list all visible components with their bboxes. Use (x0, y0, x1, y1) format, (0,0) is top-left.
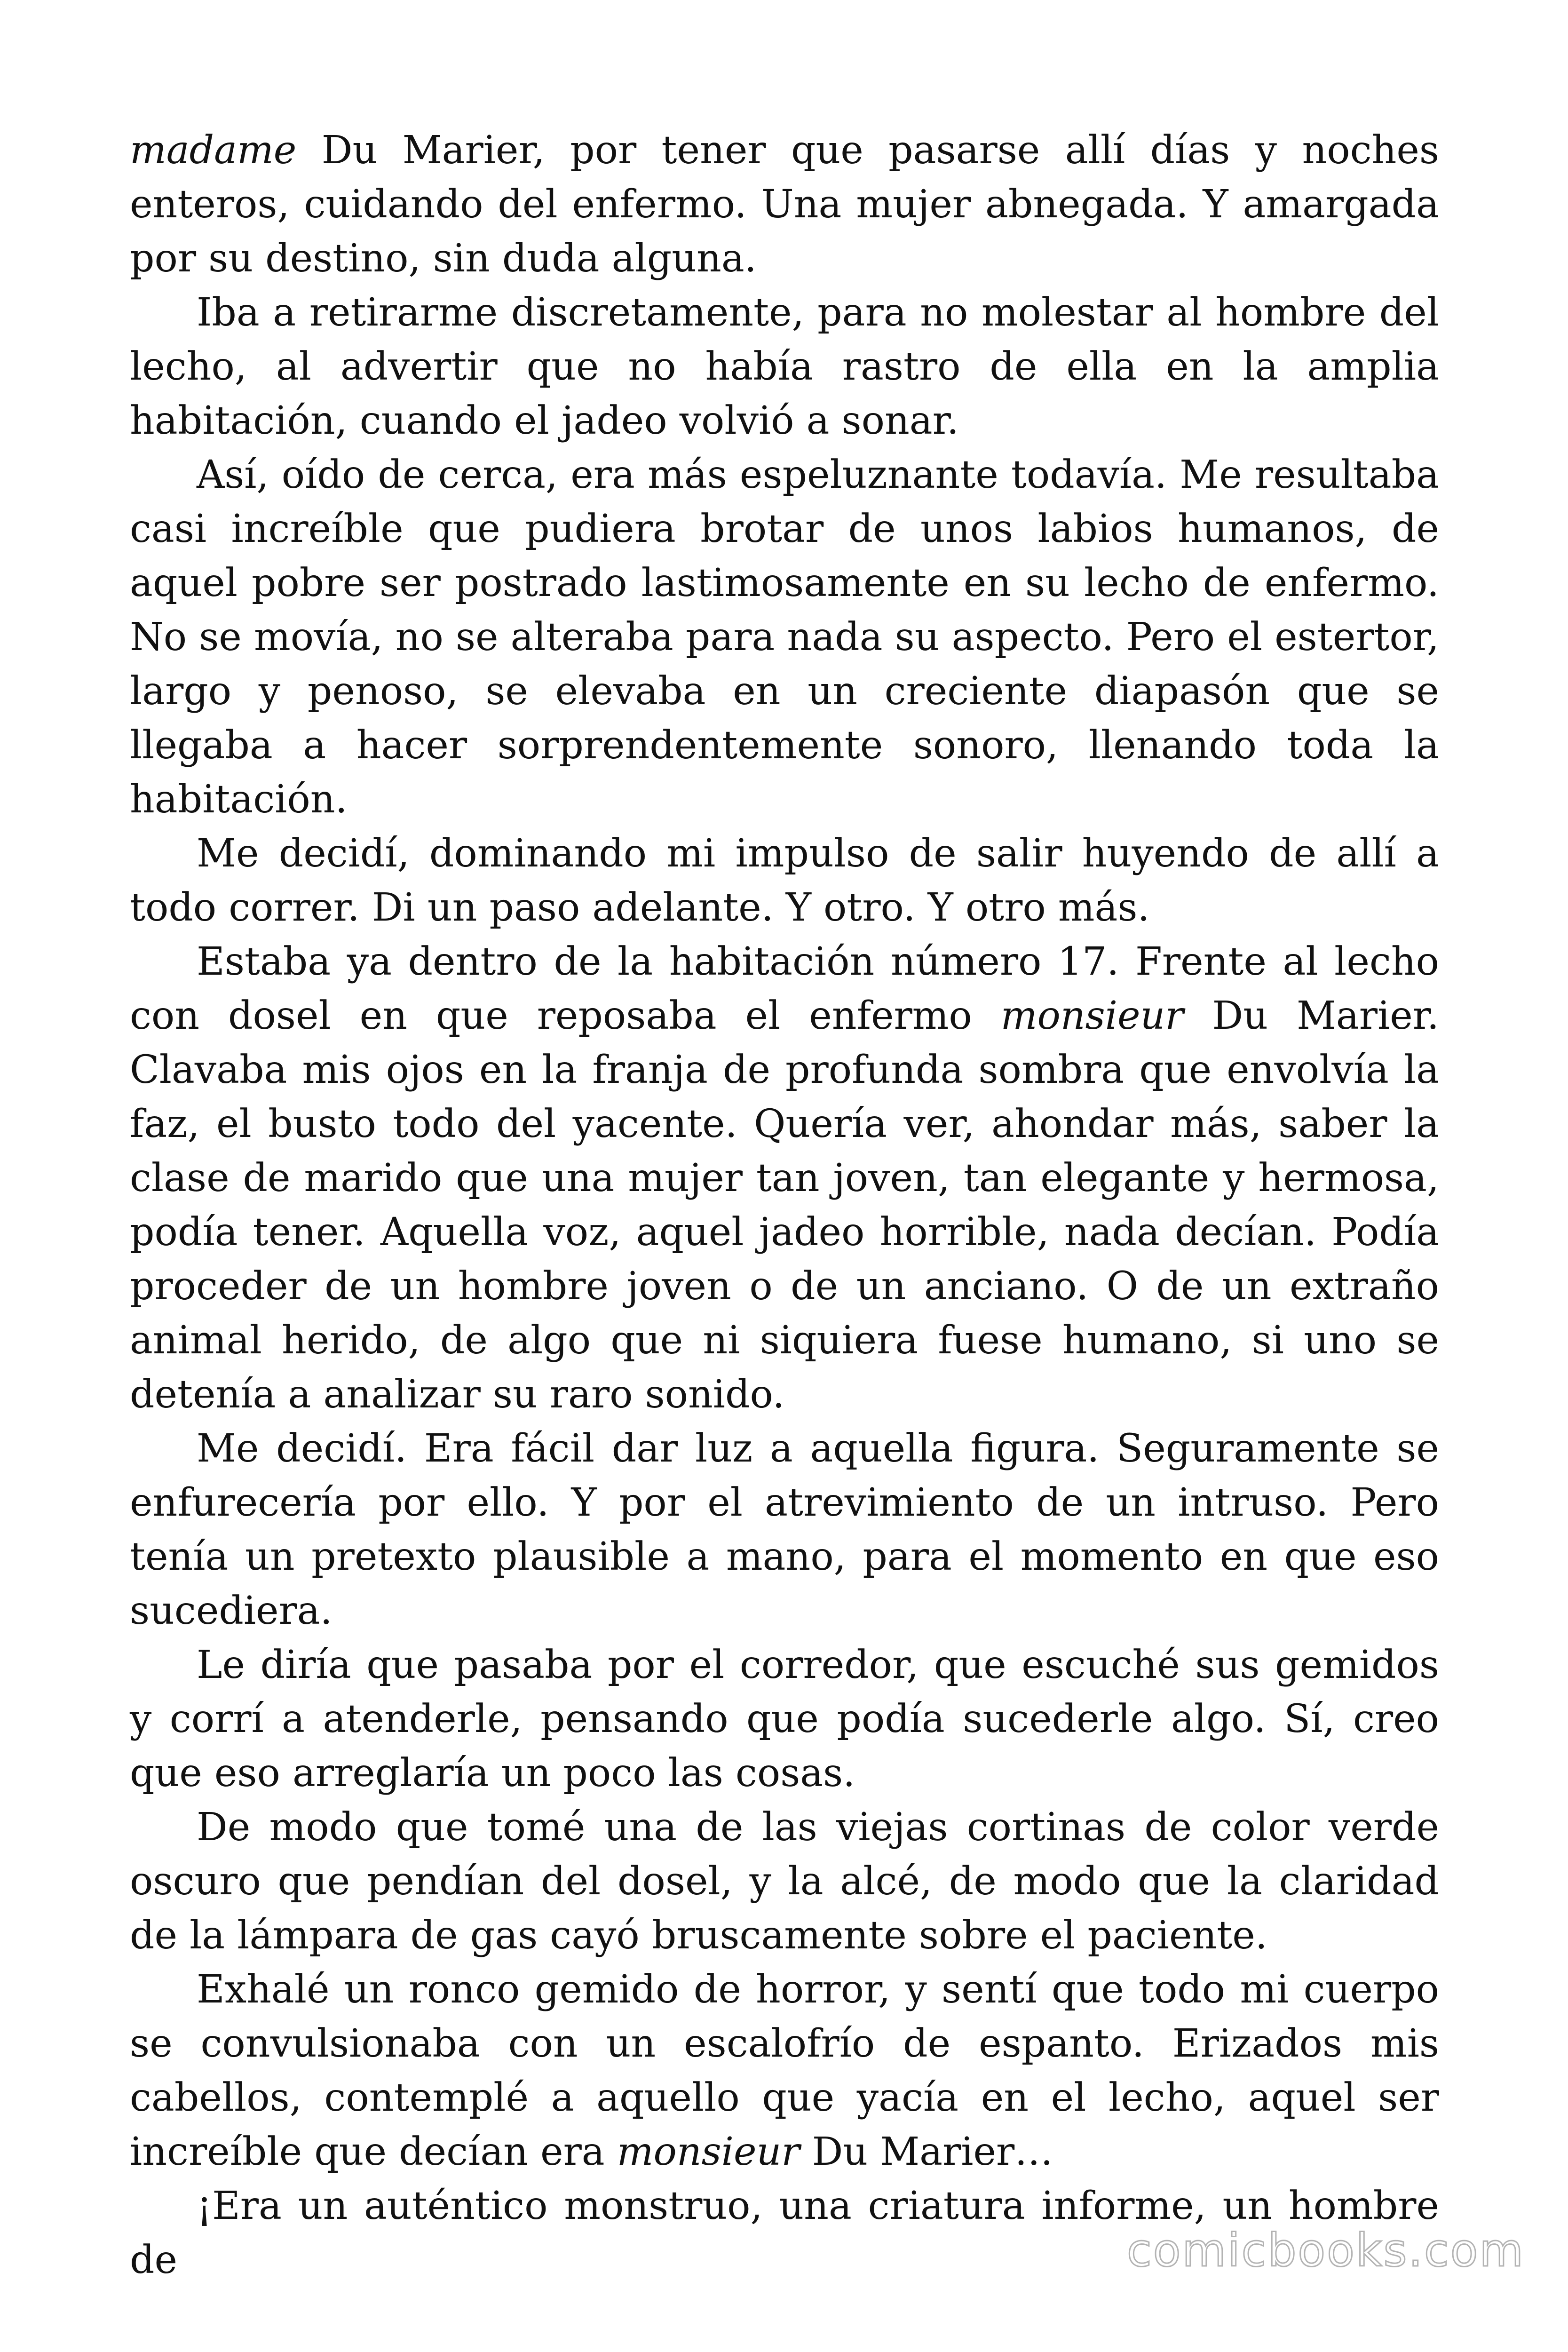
paragraph (130, 448, 1439, 826)
italic-text: madame (130, 128, 297, 173)
paragraph-text: Me decidí. Era fácil dar luz a aquella figura. Seguramente se enfurecería por ello. Y por el atrevimiento de un intruso. Pero tenía un pretexto plausible a mano, para el momento en que eso sucediera. (130, 1426, 1439, 1633)
paragraph (130, 826, 1439, 935)
paragraph-text: Le diría que pasaba por el corredor, que escuché sus gemidos y corrí a atenderle, pensando que podía sucederle algo. Sí, creo que eso arreglaría un poco las cosas. (130, 1643, 1439, 1796)
paragraph (130, 123, 1439, 286)
paragraph (130, 286, 1439, 448)
paragraph-text: Exhalé un ronco gemido de horror, y sentí que todo mi cuerpo se convulsionaba con un escalofrío de espanto. Erizados mis cabellos, contemplé a aquello que yacía en el lecho, aquel ser increíble que decían era (130, 1967, 1439, 2174)
paragraph (130, 1638, 1439, 1800)
paragraph-text: Du Marier, por tener que pasarse allí días y noches enteros, cuidando del enfermo. Una mujer abnegada. Y amargada por su destino, sin duda alguna. (130, 128, 1439, 281)
watermark: comicbooks.com (1126, 2224, 1525, 2277)
paragraph-text: Du Marier. Clavaba mis ojos en la franja de profunda sombra que envolvía la faz, el busto todo del yacente. Quería ver, ahondar más, saber la clase de marido que una mujer tan joven, tan elegante y hermosa, podía tener. Aquella voz, aquel jadeo horrible, nada decían. Podía proceder de un hombre joven o de un anciano. O de un extraño animal herido, de algo que ni siquiera fuese humano, si uno se detenía a analizar su raro sonido. (130, 993, 1439, 1417)
paragraph (130, 935, 1439, 1422)
paragraph-text: Iba a retirarme discretamente, para no molestar al hombre del lecho, al advertir que no había rastro de ella en la amplia habitación, cuando el jadeo volvió a sonar. (130, 290, 1439, 443)
paragraph-text: Me decidí, dominando mi impulso de salir huyendo de allí a todo correr. Di un paso adelante. Y otro. Y otro más. (130, 831, 1439, 930)
paragraph-text: Du Marier… (800, 2130, 1053, 2174)
italic-text: monsieur (1000, 993, 1184, 1038)
page-body-text (130, 123, 1439, 2287)
paragraph-text: ¡Era un auténtico monstruo, una criatura informe, un hombre de (130, 2184, 1439, 2282)
paragraph (130, 1800, 1439, 1963)
italic-text: monsieur (617, 2130, 800, 2174)
paragraph (130, 1963, 1439, 2179)
paragraph-text: Estaba ya dentro de la habitación número 17. Frente al lecho con dosel en que reposaba el enfermo (130, 939, 1439, 1038)
paragraph-text: Así, oído de cerca, era más espeluznante todavía. Me resultaba casi increíble que pudiera brotar de unos labios humanos, de aquel pobre ser postrado lastimosamente en su lecho de enfermo. No se movía, no se alteraba para nada su aspecto. Pero el estertor, largo y penoso, se elevaba en un creciente diapasón que se llegaba a hacer sorprendentemente sonoro, llenando toda la habitación. (130, 453, 1439, 822)
paragraph (130, 1422, 1439, 1638)
paragraph-text: De modo que tomé una de las viejas cortinas de color verde oscuro que pendían del dosel, y la alcé, de modo que la claridad de la lámpara de gas cayó bruscamente sobre el paciente. (130, 1805, 1439, 1958)
